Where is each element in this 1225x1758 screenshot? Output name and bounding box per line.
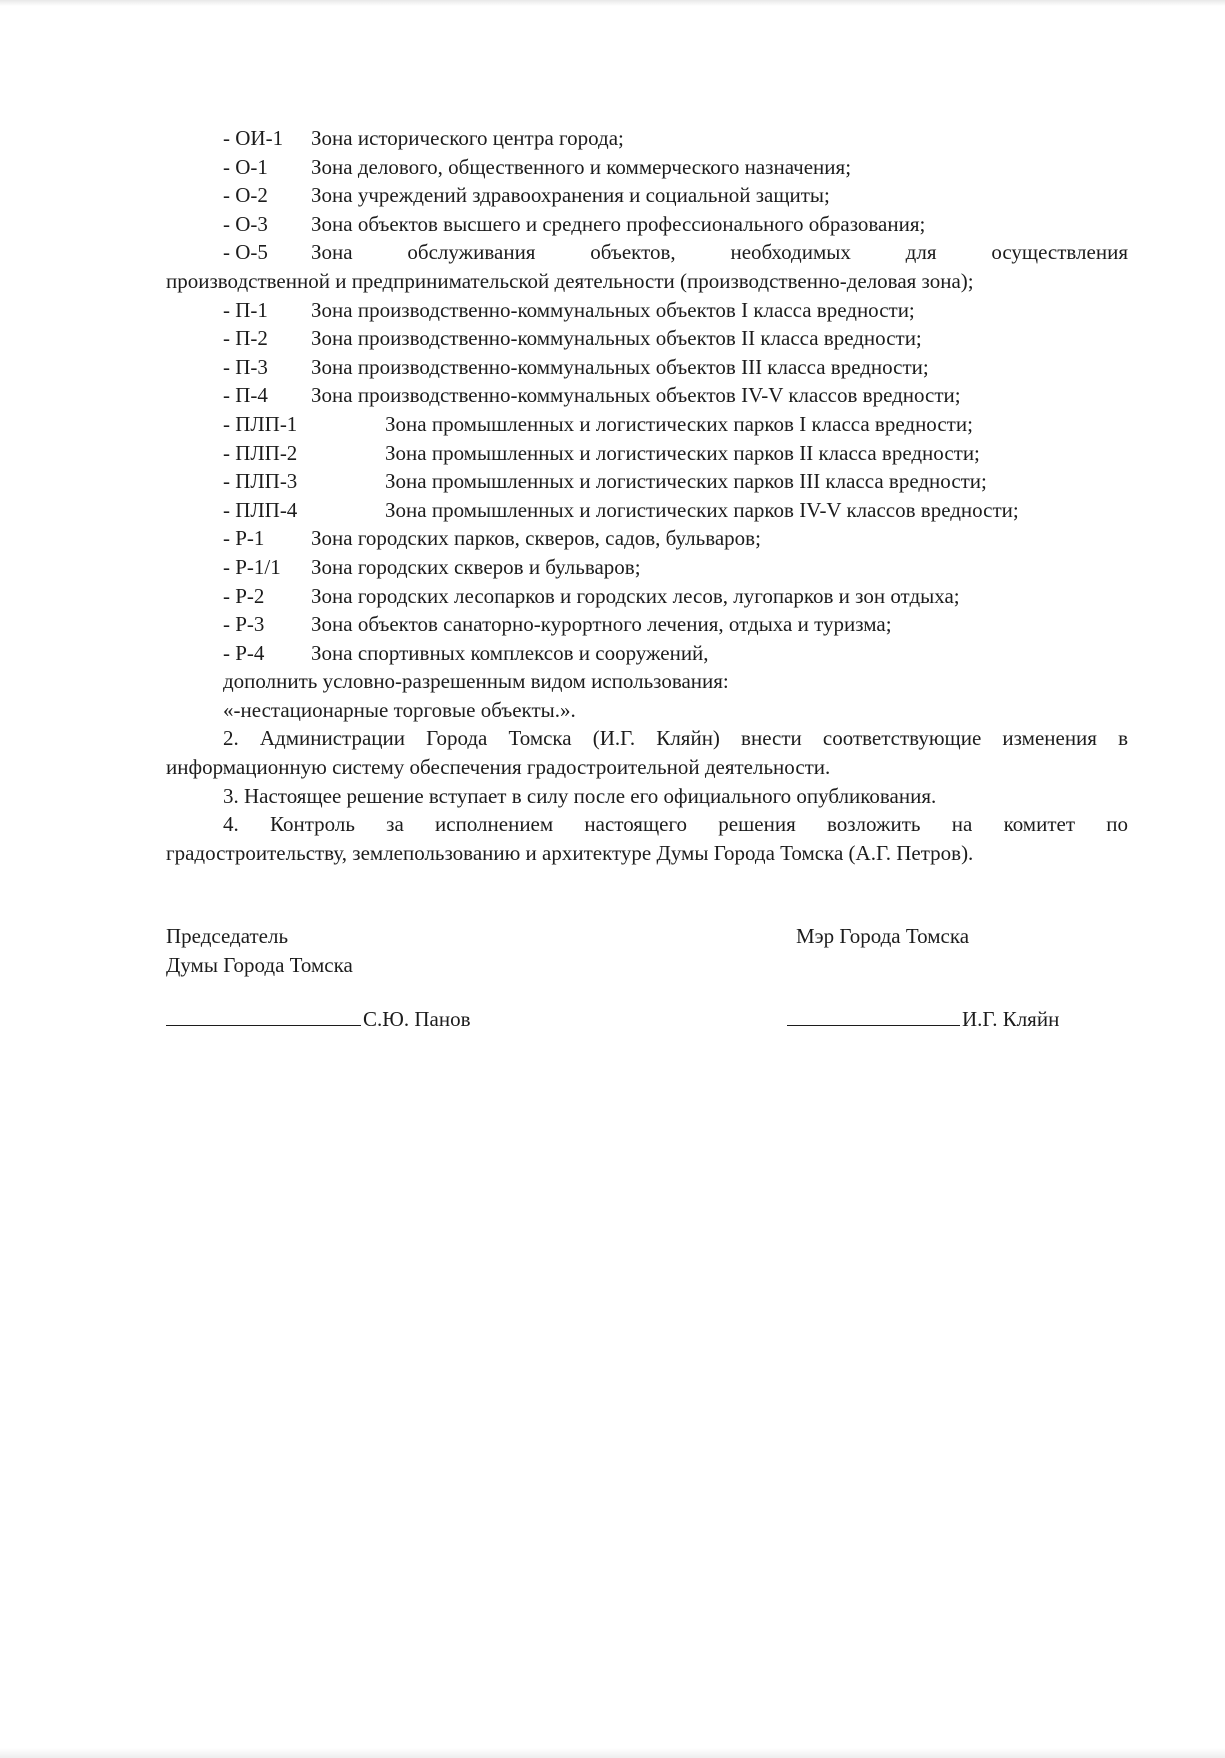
zone-code: - П-4 <box>223 383 268 408</box>
scan-edge-bottom <box>0 1748 1225 1758</box>
zone-description: Зона объектов санаторно-курортного лечения, отдыха и туризма; <box>311 612 892 637</box>
zone-description: Зона спортивных комплексов и сооружений, <box>311 640 709 665</box>
zone-item-p-3 <box>166 353 1128 382</box>
decision-text <box>166 124 1128 867</box>
zone-description: Зона исторического центра города; <box>311 126 624 150</box>
zone-description: Зона городских лесопарков и городских лесов, лугопарков и зон отдыха; <box>311 583 960 608</box>
zone-item-plp-3 <box>166 467 1128 496</box>
zone-description: Зона учреждений здравоохранения и социальной защиты; <box>311 183 830 208</box>
zone-description: Зона объектов высшего и среднего профессионального образования; <box>311 211 926 236</box>
zone-code: - ПЛП-1 <box>223 411 298 436</box>
item-2-line-1: 2. Администрации Города Томска (И.Г. Кляйн) внести соответствующие изменения в <box>223 726 1128 751</box>
zone-code: - П-3 <box>223 354 268 379</box>
signature-line-left <box>166 1003 470 1034</box>
zone-description: Зона производственно-коммунальных объектов III класса вредности; <box>311 354 929 379</box>
chairman-organization: Думы Города Томска <box>166 953 353 977</box>
signature-line-right <box>787 1003 1059 1034</box>
zone-code: - Р-1/1 <box>223 554 281 579</box>
zone-item-o-1 <box>166 153 1128 182</box>
chairman-name: С.Ю. Панов <box>363 1007 471 1031</box>
zone-code: - О-2 <box>223 183 268 208</box>
item-4-line-1: 4. Контроль за исполнением настоящего решения возложить на комитет по <box>223 812 1128 837</box>
zone-item-r-2 <box>166 582 1128 611</box>
zone-code: - ПЛП-4 <box>223 497 298 522</box>
zone-code: - Р-1 <box>223 526 265 551</box>
zone-description: Зона делового, общественного и коммерческого назначения; <box>311 154 852 179</box>
zone-description: Зона производственно-коммунальных объектов I класса вредности; <box>311 297 915 322</box>
zone-code: - ОИ-1 <box>223 126 284 150</box>
zone-item-plp-2 <box>166 439 1128 468</box>
supplement-value: «-нестационарные торговые объекты.». <box>223 697 576 722</box>
zone-description: Зона производственно-коммунальных объектов IV-V классов вредности; <box>311 383 961 408</box>
signatory-left-title <box>166 922 353 980</box>
signature-underline <box>166 1003 361 1026</box>
zone-description: Зона промышленных и логистических парков I класса вредности; <box>385 411 973 436</box>
zone-code: - О-5 <box>223 240 268 265</box>
signatory-right-title <box>796 922 969 951</box>
item-2-line-2: информационную систему обеспечения градостроительной деятельности. <box>166 755 831 780</box>
item-4-line-2: градостроительству, землепользованию и архитектуре Думы Города Томска (А.Г. Петров). <box>166 840 974 865</box>
zone-description: Зона городских парков, скверов, садов, бульваров; <box>311 526 761 551</box>
chairman-title: Председатель <box>166 924 289 948</box>
zone-item-o-3 <box>166 210 1128 239</box>
zone-code: - Р-4 <box>223 640 265 665</box>
zone-o-5-continuation: производственной и предпринимательской деятельности (производственно-деловая зона); <box>166 268 974 293</box>
zone-item-r-3 <box>166 610 1128 639</box>
supplement-line: дополнить условно-разрешенным видом использования: <box>223 669 729 694</box>
zone-description: Зона обслуживания объектов, необходимых для осуществления <box>311 240 1128 265</box>
signature-underline <box>787 1003 960 1026</box>
zone-description: Зона промышленных и логистических парков III класса вредности; <box>385 469 987 494</box>
zone-item-plp-4 <box>166 496 1128 525</box>
item-3: 3. Настоящее решение вступает в силу после его официального опубликования. <box>223 783 937 808</box>
scan-edge-top <box>0 0 1225 6</box>
zone-code: - ПЛП-2 <box>223 440 298 465</box>
zone-item-o-2 <box>166 181 1128 210</box>
zone-item-o-5 <box>166 238 1128 267</box>
zone-code: - ПЛП-3 <box>223 469 298 494</box>
zone-item-p-2 <box>166 324 1128 353</box>
zone-code: - О-3 <box>223 211 268 236</box>
zone-description: Зона производственно-коммунальных объектов II класса вредности; <box>311 326 922 351</box>
zone-item-oi-1 <box>166 124 1128 153</box>
zone-description: Зона промышленных и логистических парков IV-V классов вредности; <box>385 497 1019 522</box>
mayor-name: И.Г. Кляйн <box>962 1007 1060 1031</box>
zone-description: Зона городских скверов и бульваров; <box>311 554 641 579</box>
zone-item-r-1 <box>166 524 1128 553</box>
zone-code: - Р-3 <box>223 612 265 637</box>
zone-code: - П-2 <box>223 326 268 351</box>
zone-item-p-4 <box>166 381 1128 410</box>
zone-item-r-4 <box>166 639 1128 668</box>
zone-description: Зона промышленных и логистических парков II класса вредности; <box>385 440 980 465</box>
zone-code: - О-1 <box>223 154 268 179</box>
zone-item-plp-1 <box>166 410 1128 439</box>
zone-code: - П-1 <box>223 297 268 322</box>
mayor-title: Мэр Города Томска <box>796 924 970 948</box>
zone-item-p-1 <box>166 296 1128 325</box>
zone-code: - Р-2 <box>223 583 265 608</box>
zone-item-r-1-1 <box>166 553 1128 582</box>
